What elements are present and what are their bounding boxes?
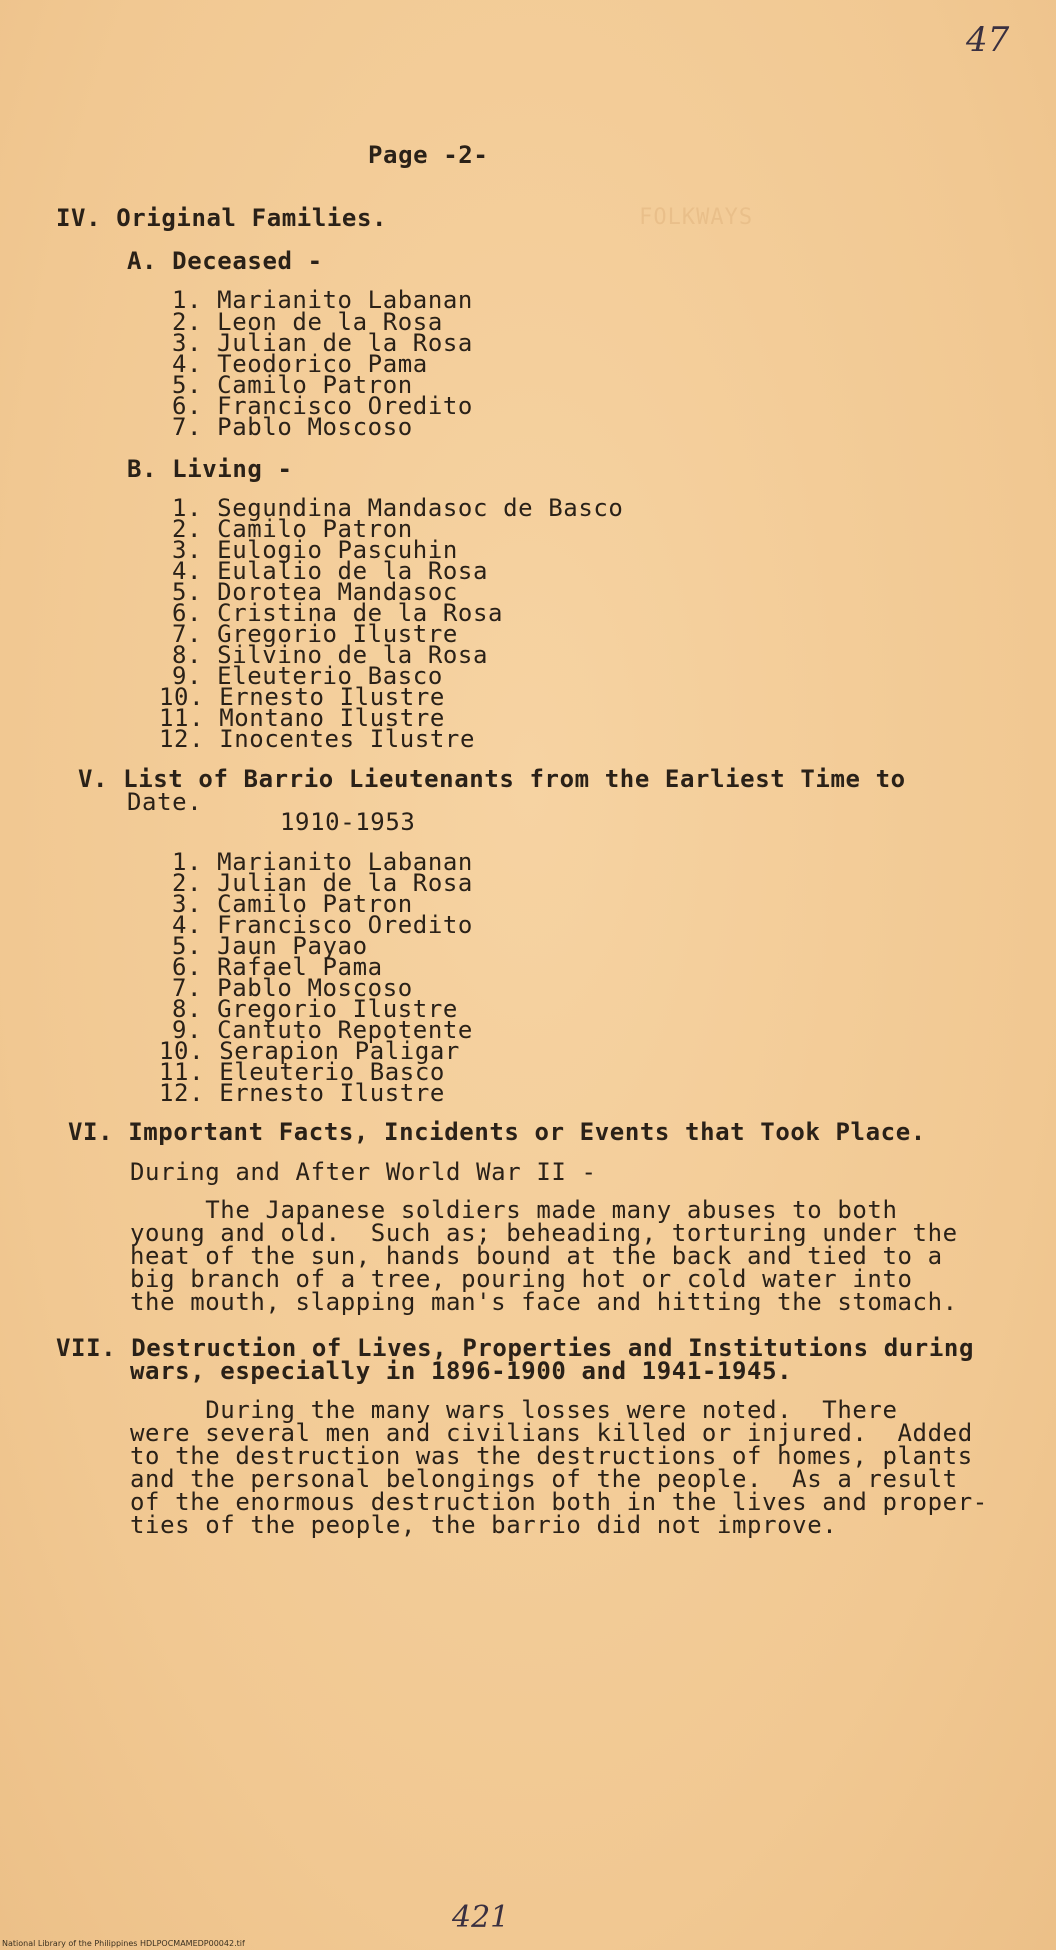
section-6-heading: VI. Important Facts, Incidents or Events that Took Place. — [68, 1118, 926, 1146]
list-item: 9. Eleuterio Basco — [172, 662, 443, 690]
list-item: 3. Julian de la Rosa — [172, 329, 473, 357]
section-7-heading: VII. Destruction of Lives, Properties and Institutions during — [56, 1334, 975, 1362]
list-item: 7. Pablo Moscoso — [172, 974, 413, 1002]
paragraph-line: heat of the sun, hands bound at the back and tied to a — [130, 1242, 943, 1270]
list-item: 5. Jaun Payao — [172, 932, 368, 960]
list-item: 9. Cantuto Repotente — [172, 1016, 473, 1044]
paragraph-line: of the enormous destruction both in the lives and proper- — [130, 1488, 988, 1516]
list-item: 1. Segundina Mandasoc de Basco — [172, 494, 624, 522]
list-item: 10. Serapion Paligar — [159, 1037, 460, 1065]
list-item: 7. Pablo Moscoso — [172, 413, 413, 441]
paragraph-line: big branch of a tree, pouring hot or cold water into — [130, 1265, 913, 1293]
list-item: 3. Eulogio Pascuhin — [172, 536, 458, 564]
section-5-heading: V. List of Barrio Lieutenants from the Earliest Time to — [78, 765, 906, 793]
bleed-through-text: FOLKWAYS — [340, 205, 754, 230]
list-item: 4. Eulalio de la Rosa — [172, 557, 489, 585]
list-item: 6. Cristina de la Rosa — [172, 599, 504, 627]
list-item: 11. Montano Ilustre — [159, 704, 445, 732]
list-item: 11. Eleuterio Basco — [159, 1058, 445, 1086]
section-5-heading-cont: Date. — [127, 788, 203, 816]
list-item: 2. Camilo Patron — [172, 515, 413, 543]
section-7-heading-cont: wars, especially in 1896-1900 and 1941-1945. — [130, 1357, 793, 1385]
list-item: 10. Ernesto Ilustre — [159, 683, 445, 711]
deceased-heading: A. Deceased - — [127, 247, 323, 275]
list-item: 8. Gregorio Ilustre — [172, 995, 458, 1023]
list-item: 4. Teodorico Pama — [172, 350, 428, 378]
page-header: Page -2- — [368, 141, 489, 169]
list-item: 1. Marianito Labanan — [172, 286, 473, 314]
paragraph-line: and the personal belongings of the people. As a result — [130, 1465, 958, 1493]
paragraph-line: young and old. Such as; beheading, torturing under the — [130, 1219, 958, 1247]
list-item: 12. Inocentes Ilustre — [159, 725, 476, 753]
paragraph-line: the mouth, slapping man's face and hitting the stomach. — [130, 1288, 958, 1316]
paragraph-line: to the destruction was the destructions of homes, plants — [130, 1442, 973, 1470]
section-4-heading: IV. Original Families. — [56, 204, 388, 232]
paragraph-line: During the many wars losses were noted. There — [130, 1396, 898, 1424]
list-item: 12. Ernesto Ilustre — [159, 1079, 445, 1107]
paragraph-line: were several men and civilians killed or injured. Added — [130, 1419, 973, 1447]
living-heading: B. Living - — [127, 455, 293, 483]
paragraph-line: The Japanese soldiers made many abuses to both — [130, 1196, 898, 1224]
paragraph-line: ties of the people, the barrio did not improve. — [130, 1511, 838, 1539]
list-item: 3. Camilo Patron — [172, 890, 413, 918]
footer-caption: National Library of the Philippines HDLPOCMAMEDP00042.tif — [2, 1939, 245, 1948]
list-item: 5. Camilo Patron — [172, 371, 413, 399]
list-item: 2. Leon de la Rosa — [172, 308, 443, 336]
handwritten-page-number: 47 — [966, 20, 1010, 60]
bottom-handwritten-number: 421 — [452, 1900, 510, 1935]
years-range: 1910-1953 — [280, 808, 416, 836]
list-item: 6. Francisco Oredito — [172, 392, 473, 420]
list-item: 6. Rafael Pama — [172, 953, 383, 981]
list-item: 4. Francisco Oredito — [172, 911, 473, 939]
list-item: 7. Gregorio Ilustre — [172, 620, 458, 648]
list-item: 2. Julian de la Rosa — [172, 869, 473, 897]
section-6-subheading: During and After World War II - — [130, 1158, 597, 1186]
list-item: 1. Marianito Labanan — [172, 848, 473, 876]
list-item: 8. Silvino de la Rosa — [172, 641, 489, 669]
list-item: 5. Dorotea Mandasoc — [172, 578, 458, 606]
